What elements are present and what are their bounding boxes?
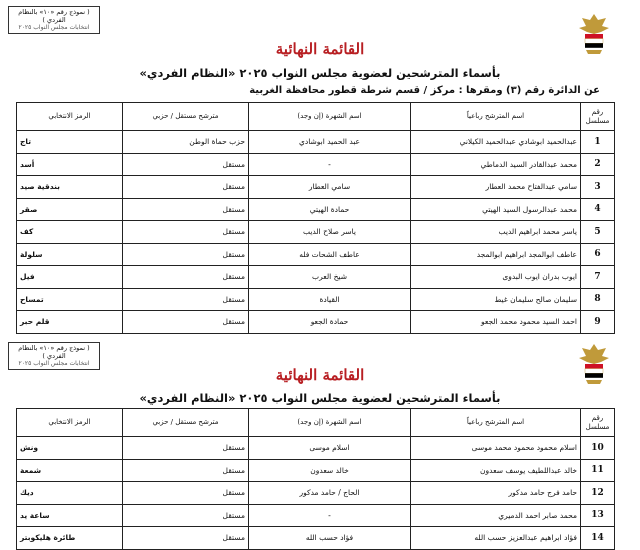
cell-serial: 9: [581, 311, 615, 334]
header-serial: رقم مسلسل: [581, 409, 615, 437]
table-row: [17, 504, 615, 527]
cell-candidate-name: ياسر محمد ابراهيم الديب: [411, 221, 581, 244]
cell-serial: 11: [581, 459, 615, 482]
cell-candidate-name: حامد فرج حامد مدكور: [411, 482, 581, 505]
table-row: [17, 153, 615, 176]
page-title: القائمة النهائية: [275, 40, 365, 58]
table-row: [17, 527, 615, 550]
cell-electoral-symbol: ونش: [17, 437, 123, 460]
table-row: [17, 176, 615, 199]
cell-serial: 13: [581, 504, 615, 527]
table-row: [17, 243, 615, 266]
cell-electoral-symbol: سلولة: [17, 243, 123, 266]
cell-serial: 2: [581, 153, 615, 176]
cell-electoral-symbol: صقر: [17, 198, 123, 221]
election-label: انتخابات مجلس النواب ٢٠٢٥: [18, 360, 90, 367]
table-header-row: [17, 103, 615, 131]
header-symbol: الرمز الانتخابي: [17, 103, 123, 131]
header-fame: اسم الشهرة (إن وجد): [249, 103, 411, 131]
header-affiliation: مترشح مستقل / حزبي: [123, 409, 249, 437]
cell-fame-name: -: [249, 153, 411, 176]
cell-candidate-name: فؤاد ابراهيم عبدالعزيز حسب الله: [411, 527, 581, 550]
cell-candidate-name: محمد عبدالرسول السيد الهيتي: [411, 198, 581, 221]
cell-affiliation: مستقل: [123, 311, 249, 334]
cell-fame-name: شيخ العرب: [249, 266, 411, 289]
cell-affiliation: حزب حماة الوطن: [123, 131, 249, 154]
cell-serial: 14: [581, 527, 615, 550]
cell-serial: 4: [581, 198, 615, 221]
cell-fame-name: عاطف الشحات فله: [249, 243, 411, 266]
document-page-2: [0, 336, 640, 550]
cell-fame-name: خالد سعدون: [249, 459, 411, 482]
cell-candidate-name: سامي عبدالفتاح محمد العطار: [411, 176, 581, 199]
cell-affiliation: مستقل: [123, 266, 249, 289]
cell-candidate-name: سليمان صالح سليمان غيط: [411, 288, 581, 311]
cell-serial: 5: [581, 221, 615, 244]
cell-candidate-name: عبدالحميد ابوشادي عبدالحميد الكيلاني: [411, 131, 581, 154]
header-serial: رقم مسلسل: [581, 103, 615, 131]
table-row: [17, 288, 615, 311]
header-symbol: الرمز الانتخابي: [17, 409, 123, 437]
cell-candidate-name: خالد عبداللطيف يوسف سعدون: [411, 459, 581, 482]
district-line: عن الدائرة رقم (٣) ومقرها : مركز / قسم شرطة قطور محافظة الغربية: [249, 85, 600, 96]
cell-affiliation: مستقل: [123, 437, 249, 460]
page-subtitle: بأسماء المترشحين لعضوية مجلس النواب ٢٠٢٥ «النظام الفردي»: [139, 391, 501, 405]
cell-fame-name: فؤاد حسب الله: [249, 527, 411, 550]
cell-electoral-symbol: كف: [17, 221, 123, 244]
cell-serial: 10: [581, 437, 615, 460]
cell-affiliation: مستقل: [123, 198, 249, 221]
cell-electoral-symbol: فيل: [17, 266, 123, 289]
page-title: القائمة النهائية: [275, 366, 365, 384]
cell-electoral-symbol: بندقية صيد: [17, 176, 123, 199]
cell-fame-name: ياسر صلاح الديب: [249, 221, 411, 244]
page-subtitle: بأسماء المترشحين لعضوية مجلس النواب ٢٠٢٥ «النظام الفردي»: [139, 66, 501, 80]
table-row: [17, 266, 615, 289]
cell-affiliation: مستقل: [123, 288, 249, 311]
cell-candidate-name: عاطف ابوالمجد ابراهيم ابوالمجد: [411, 243, 581, 266]
cell-fame-name: سامي العطار: [249, 176, 411, 199]
cell-affiliation: مستقل: [123, 527, 249, 550]
cell-electoral-symbol: قلم حبر: [17, 311, 123, 334]
cell-affiliation: مستقل: [123, 243, 249, 266]
cell-electoral-symbol: طائرة هليكوبتر: [17, 527, 123, 550]
table-row: [17, 311, 615, 334]
candidates-table-2: [16, 408, 615, 550]
cell-affiliation: مستقل: [123, 176, 249, 199]
cell-affiliation: مستقل: [123, 482, 249, 505]
cell-affiliation: مستقل: [123, 153, 249, 176]
candidates-table-1: [16, 102, 615, 334]
cell-electoral-symbol: ساعة يد: [17, 504, 123, 527]
cell-serial: 1: [581, 131, 615, 154]
cell-candidate-name: محمد صابر احمد الدميري: [411, 504, 581, 527]
cell-candidate-name: احمد السيد محمود محمد الجعو: [411, 311, 581, 334]
table-row: [17, 198, 615, 221]
cell-serial: 6: [581, 243, 615, 266]
cell-affiliation: مستقل: [123, 459, 249, 482]
table-row: [17, 221, 615, 244]
cell-electoral-symbol: أسد: [17, 153, 123, 176]
form-number-label: ( نموذج رقم «١٠» بالنظام الفردي ): [18, 344, 90, 360]
cell-candidate-name: ايوب بدران ايوب البدوى: [411, 266, 581, 289]
cell-serial: 12: [581, 482, 615, 505]
header-name: اسم المترشح رباعياً: [411, 409, 581, 437]
table-header-row: [17, 409, 615, 437]
cell-fame-name: القيادة: [249, 288, 411, 311]
cell-fame-name: حمادة الجعو: [249, 311, 411, 334]
cell-serial: 3: [581, 176, 615, 199]
cell-electoral-symbol: تمساح: [17, 288, 123, 311]
cell-fame-name: اسلام موسى: [249, 437, 411, 460]
header-name: اسم المترشح رباعياً: [411, 103, 581, 131]
cell-candidate-name: محمد عبدالقادر السيد الدماطي: [411, 153, 581, 176]
table-row: [17, 131, 615, 154]
cell-electoral-symbol: تاج: [17, 131, 123, 154]
cell-fame-name: الحاج / حامد مدكور: [249, 482, 411, 505]
form-number-box: [8, 6, 100, 34]
form-number-label: ( نموذج رقم «١٠» بالنظام الفردي ): [18, 8, 90, 24]
cell-affiliation: مستقل: [123, 221, 249, 244]
header-affiliation: مترشح مستقل / حزبي: [123, 103, 249, 131]
cell-serial: 7: [581, 266, 615, 289]
cell-fame-name: حمادة الهيتي: [249, 198, 411, 221]
cell-fame-name: -: [249, 504, 411, 527]
cell-fame-name: عبد الحميد ابوشادي: [249, 131, 411, 154]
table-row: [17, 482, 615, 505]
cell-serial: 8: [581, 288, 615, 311]
election-label: انتخابات مجلس النواب ٢٠٢٥: [18, 24, 90, 31]
cell-electoral-symbol: شمعة: [17, 459, 123, 482]
cell-electoral-symbol: ديك: [17, 482, 123, 505]
cell-affiliation: مستقل: [123, 504, 249, 527]
table-row: [17, 437, 615, 460]
table-row: [17, 459, 615, 482]
header-fame: اسم الشهرة (إن وجد): [249, 409, 411, 437]
cell-candidate-name: اسلام محمود محمود محمد موسى: [411, 437, 581, 460]
